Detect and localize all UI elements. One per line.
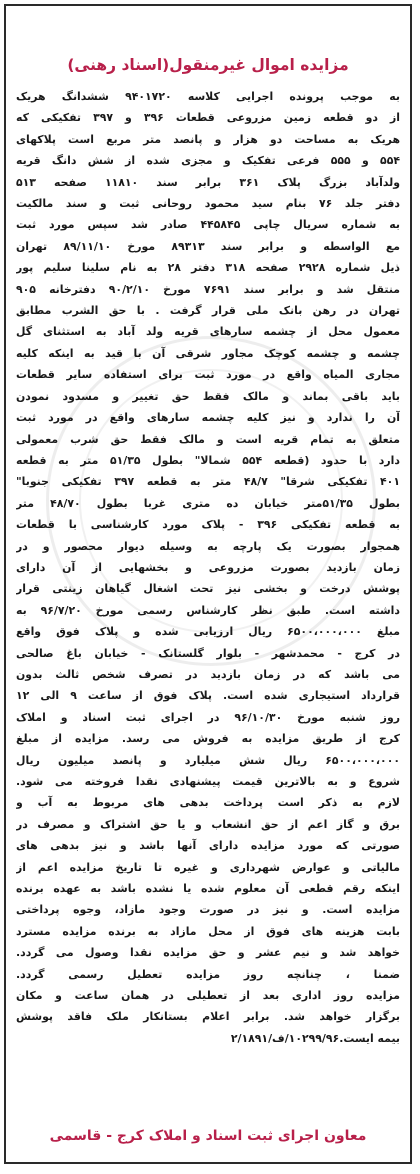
body-line: روز شنبه مورخ ۹۶/۱۰/۳۰ در اجرای ثبت اسناد و املاک [16, 710, 400, 724]
body-line: ولدآباد بزرگ پلاک ۳۶۱ برابر سند ۱۱۸۱۰ صفحه ۵۱۳ [16, 175, 400, 189]
body-line: همجوار بصورت یک پارچه به وسیله دیوار محصور و در [16, 539, 400, 553]
body-line: زمان بازدید بصورت مزروعی و بخشهایی از آن دارای [16, 560, 400, 574]
body-line: می باشد که در زمان بازدید در تصرف شخص ثالث بدون [16, 667, 400, 681]
body-line: دارد با حدود (قطعه ۵۵۴ شمالا" بطول ۵۱/۳۵ متر به قطعه [16, 453, 400, 467]
body-line: معمول محل از چشمه سارهای قریه ولد آباد به استثنای گل [16, 325, 400, 339]
signature: معاون اجرای ثبت اسناد و املاک کرج - قاسمی [49, 1128, 367, 1144]
body-line: به شماره سریال چاپی ۴۴۵۸۴۵ صادر شد سپس مورد ثبت [16, 218, 400, 232]
body-line: بیمه ایست.۱۰۲۹۹/۹۶/ف/۲/۱۸۹۱ [230, 1031, 400, 1045]
body-line: متعلق به تمام قریه است و مالک فقط حق شرب معمولی [16, 432, 400, 446]
ad-body [16, 86, 400, 1049]
body-line: مبلغ ۶۵۰۰،۰۰۰،۰۰۰ ریال ارزیابی شده و پلاک فوق واقع [16, 625, 400, 639]
body-line: چشمه و چشمه کوچک مجاور شرقی آن با قید به اینکه کلیه [16, 346, 400, 360]
body-line: به موجب پرونده اجرایی کلاسه ۹۴۰۱۷۲۰ ششدانگ هریک [16, 90, 400, 103]
body-line: شروع و به بالاترین قیمت پیشنهادی نقدا فروخته می شود. [16, 775, 400, 788]
body-line: برگزار خواهد شد. برابر اعلام بستانکار ملک فاقد پوشش [16, 1010, 400, 1024]
ad-title: مزایده اموال غیرمنقول(اسناد رهنی) [67, 56, 349, 74]
body-line: تهران در رهن بانک ملی قرار گرفت . با حق الشرب مطابق [16, 304, 400, 318]
body-line: لازم به ذکر است پرداخت بدهی های مربوط به آب و [16, 796, 400, 810]
body-line: اینکه رقم قطعی آن معلوم شده یا نشده باشد به عهده برنده [16, 882, 400, 896]
body-line: مع الواسطه و برابر سند ۸۹۳۱۳ مورخ ۸۹/۱۱/۱۰ تهران [16, 239, 400, 253]
body-line: ذیل شماره ۲۹۲۸ صفحه ۳۱۸ دفتر ۲۸ به نام سلینا سلیم پور [16, 261, 400, 275]
body-line: ۵۵۴ و ۵۵۵ فرعی تفکیک و مجزی شده از شش دانگ قریه [16, 154, 400, 168]
body-line: منتقل شد و برابر سند ۷۶۹۱ مورخ ۹۰/۲/۱۰ دفترخانه ۹۰۵ [16, 282, 400, 296]
body-line: کرج از طریق مزایده به فروش می رسد. مزایده از مبلغ [16, 732, 400, 746]
body-line: بابت هزینه های فوق از محل مازاد به برنده مزایده مسترد [16, 924, 400, 938]
body-line: قرارداد استیجاری شده است. پلاک فوق از ساعت ۹ الی ۱۲ [16, 689, 400, 703]
body-line: برق و گاز اعم از حق انشعاب و یا حق اشتراک و مصرف در [16, 817, 400, 831]
body-line: ۴۰۱ تفکیکی شرقا" ۴۸/۷ متر به قطعه ۳۹۷ تفکیکی جنوبا" [16, 475, 400, 489]
body-line: از دو قطعه زمین مزروعی قطعات ۳۹۶ و ۳۹۷ تفکیکی که [16, 111, 400, 125]
body-line: باید باقی بماند و مالک فقط حق تغییر و مسدود نمودن [16, 389, 400, 403]
body-line: هریک به مساحت دو هزار و پانصد متر مربع است پلاکهای [16, 132, 400, 146]
body-line: ضمنا ، چنانچه روز مزایده تعطیل رسمی گردد. [16, 967, 400, 981]
body-line: بطول ۵۱/۳۵متر خیابان ده متری غربا بطول ۴۸/۷۰ متر [16, 496, 400, 510]
body-line: به قطعه تفکیکی ۳۹۶ - پلاک مورد کارشناسی با قطعات [16, 518, 400, 532]
body-line: مالیاتی و عوارض شهرداری و غیره تا تاریخ مزایده اعم از [16, 860, 400, 874]
body-line: دفتر جلد ۷۶ بنام سید محمود روحانی ثبت و سند مالکیت [16, 197, 400, 211]
body-line: خواهد شد و نیم عشر و حق مزایده نقدا وصول می گردد. [16, 946, 400, 960]
ad-frame [4, 4, 412, 1164]
body-line: در کرج - محمدشهر - بلوار گلستانک - خیابان باغ صالحی [16, 646, 400, 660]
body-line: صورتی که مورد مزایده دارای آنها باشد و نیز بدهی های [16, 839, 400, 853]
body-line: آن را ندارد و نیز کلیه چشمه سارهای واقع در مورد ثبت [16, 411, 400, 425]
body-line: مزایده روز اداری بعد از تعطیلی در همان ساعت و مکان [16, 989, 400, 1003]
body-line: مجاری المیاه واقع در مورد ثبت برای استفاده سایر قطعات [16, 368, 400, 382]
body-line: ۶۵۰۰،۰۰۰،۰۰۰ ریال شش میلیارد و پانصد میلیون ریال [16, 753, 400, 767]
body-line: مزایده است. و نیز در صورت وجود مازاد، وجوه پرداختی [16, 903, 400, 917]
body-line: داشته است. طبق نظر کارشناس رسمی مورخ ۹۶/۷/۲۰ به [16, 603, 400, 617]
body-line: پوشش درخت و بخشی نیز تحت اشغال گیاهان زینتی قرار [16, 582, 400, 596]
